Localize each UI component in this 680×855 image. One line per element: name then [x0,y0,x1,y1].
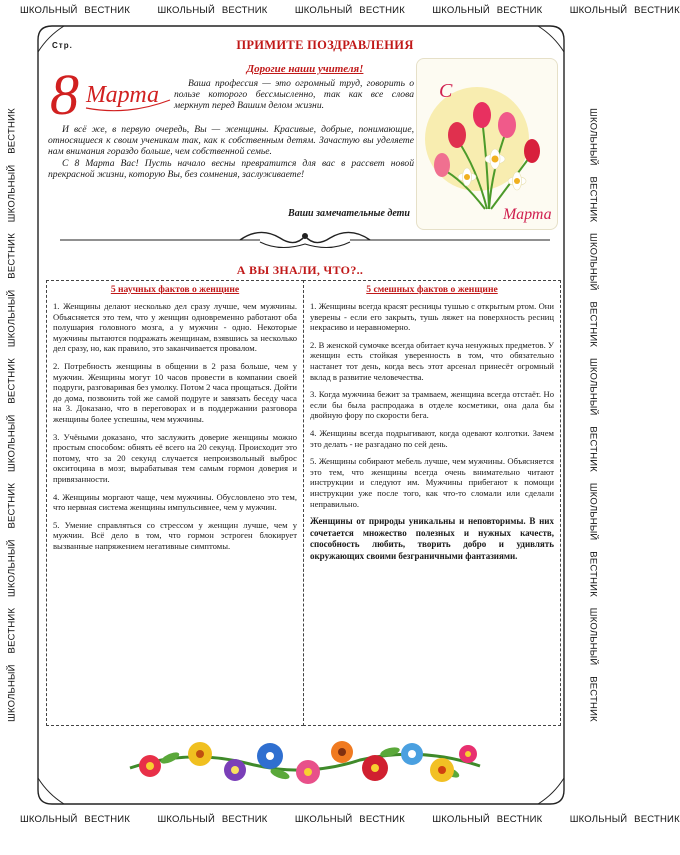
section-header: ПРИМИТЕ ПОЗДРАВЛЕНИЯ [236,38,414,52]
fact-item: 2. В женской сумочке всегда обитает куча ненужных предметов. У женщин есть стойкая уверенность в том, что обязательно настанет тот день, когда весь этот арсенал принесёт огромный вклад в развитие человечества. [310,339,554,382]
facts-section-header: А ВЫ ЗНАЛИ, ЧТО?.. [236,263,364,277]
svg-text:Марта: Марта [503,206,552,223]
fact-item: 2. Потребность женщины в общении в 2 раза больше, чем у мужчин. Женщины могут 10 часов провести в компании своей подруги, разговаривая без умолку. Потом 2 часа прощаться. Дойти до дома, позвонить той же самой подруге и завязать беседу часа на 3. Доказано, что в переговорах и в поддержании разговора женщины более успешны, чем мужчины. [53,360,297,424]
letter-paragraph: И всё же, в первую очередь, Вы — женщины. Красивые, добрые, понимающие, относящиеся к своим ученикам так, как к собственным детям. Зачастую вы уделяете нам внимания гораздо больше, чем собственной семье. [48,124,414,158]
fact-item: 1. Женщины делают несколько дел сразу лучше, чем мужчины. Объясняется это тем, что у женщин одновременно работают оба полушария головного мозга, а у мужчин - одно. Некоторые мужчины пытаются подражать женщинам, взявшись за несколько дел сразу, но, как правило, это заканчивается провалом. [53,301,297,354]
letter-signature: Ваши замечательные дети [288,208,410,219]
column-title: 5 научных фактов о женщине [110,284,240,295]
floral-garland-image [130,728,480,790]
march-8-logo [48,62,178,127]
letter-paragraph: С 8 Марта Вас! Пусть начало весны превратится для вас в рассвет новой прекрасной жизни, которую Вы, без сомнения, заслуживаете! [48,157,414,180]
running-header: ШКОЛЬНЫЙ ВЕСТНИК ШКОЛЬНЫЙ ВЕСТНИК ШКОЛЬНЫЙ ВЕСТНИК ШКОЛЬНЫЙ ВЕСТНИК ШКОЛЬНЫЙ ВЕСТНИК [20,5,680,16]
ornamental-divider [60,226,550,252]
column-title: 5 смешных фактов о женщине [366,284,498,295]
column-conclusion: Женщины от природы уникальны и неповторимы. В них сочетается множество полезных и нужных качеств, способность любить, творить добро и удивлять окружающих своими безграничными фантазиями. [310,516,554,561]
fact-item: 3. Когда мужчина бежит за трамваем, женщина всегда отстаёт. Но если бы была распродажа в отделе косметики, она дала бы двойную фору по скорости бега. [310,389,554,421]
running-left-margin: ШКОЛЬНЫЙ ВЕСТНИК ШКОЛЬНЫЙ ВЕСТНИК ШКОЛЬНЫЙ ВЕСТНИК ШКОЛЬНЫЙ ВЕСТНИК ШКОЛЬНЫЙ ВЕСТНИК [6,108,18,722]
svg-text:8: 8 [50,62,79,127]
running-right-margin: ШКОЛЬНЫЙ ВЕСТНИК ШКОЛЬНЫЙ ВЕСТНИК ШКОЛЬНЫЙ ВЕСТНИК ШКОЛЬНЫЙ ВЕСТНИК ШКОЛЬНЫЙ ВЕСТНИК [587,108,599,722]
greeting: Дорогие наши учителя! [246,63,364,75]
fact-item: 5. Женщины собирают мебель лучше, чем мужчины. Объясняется это тем, что женщины всегда очень внимательно читают инструкции и следуют им. Мужчины прибегают к помощи инструкции уже после того, как что-то сломали или сделали неправильно. [310,456,554,509]
fact-item: 3. Учёными доказано, что заслужить доверие женщины можно простым способом: обнять её всего на 20 секунд. Происходит это потому, что за 20 секунд случается непроизвольный выброс окситоцина в мозг, вырабатывая тем самым гормон доверия и привязанности. [53,431,297,484]
letter-intro [174,78,414,112]
tulip-bouquet-image [416,58,558,230]
funny-facts-column [303,280,561,726]
fact-item: 4. Женщины всегда подрыгивают, когда одевают колготки. Зачем это делать - не разгадано по сей день. [310,427,554,449]
fact-item: 1. Женщины всегда красят ресницы тушью с открытым ртом. Они уверены - если его закрыть, тушь ляжет на поверхность ресниц некрасиво и неравномерно. [310,301,554,333]
svg-text:С: С [439,80,453,102]
svg-text:Марта: Марта [86,82,159,108]
page-label: Стр. [52,41,73,50]
scientific-facts-column [46,280,304,726]
letter-paragraph: Ваша профессия — это огромный труд, говорить о пользе которого бессмысленно, так как все слова меркнут перед Вашим делом жизни. [174,78,414,112]
fact-item: 5. Умение справляться со стрессом у женщин лучше, чем у мужчин. Всё дело в том, что гормон эстроген блокирует вызванные напряжением негативные симптомы. [53,519,297,551]
letter-body [48,124,414,180]
running-footer: ШКОЛЬНЫЙ ВЕСТНИК ШКОЛЬНЫЙ ВЕСТНИК ШКОЛЬНЫЙ ВЕСТНИК ШКОЛЬНЫЙ ВЕСТНИК ШКОЛЬНЫЙ ВЕСТНИК [20,814,680,825]
fact-item: 4. Женщины моргают чаще, чем мужчины. Обусловлено это тем, что нервная система женщины импульсивнее, чем у мужчин. [53,491,297,513]
